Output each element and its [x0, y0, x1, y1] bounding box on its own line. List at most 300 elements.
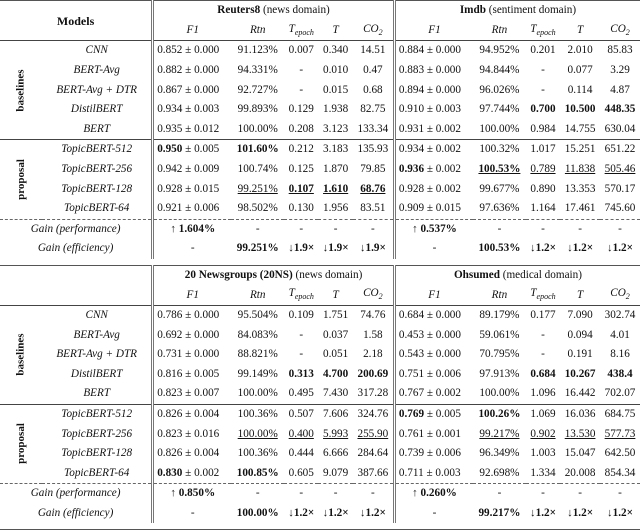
cell-value: ↑ 1.604% — [170, 222, 216, 235]
cell-t — [318, 41, 352, 61]
cell-value: 854.34 — [604, 466, 636, 479]
cell-value: 96.349% — [479, 447, 520, 460]
cell-rtn — [473, 80, 526, 100]
cell-rtn — [473, 100, 526, 120]
gain-cell — [153, 484, 232, 504]
model-name: CNN — [42, 305, 153, 325]
cell-value: - — [370, 487, 375, 500]
cell-value: 0.313 — [288, 367, 314, 380]
cell-tepoch — [526, 41, 560, 61]
cell-value: 1.334 — [530, 466, 556, 479]
cell-value: 1.870 — [323, 162, 349, 175]
gain-cell — [353, 239, 395, 259]
cell-value: 99.251% — [236, 242, 279, 255]
cell-co2 — [600, 444, 640, 464]
cell-value: 505.46 — [604, 162, 636, 175]
models-header: Models — [0, 1, 153, 41]
cell-value: 100.00% — [237, 122, 278, 135]
cell-value: 0.692 ± 0.000 — [157, 328, 220, 341]
cell-value: 99.677% — [479, 182, 520, 195]
cell-value: 5.993 — [323, 427, 349, 440]
group-label-text: proposal — [14, 423, 27, 465]
cell-value: 1.096 — [530, 387, 556, 400]
cell-value: 3.123 — [323, 122, 349, 135]
cell-value: 68.76 — [360, 182, 386, 195]
cell-value: 11.838 — [564, 162, 596, 175]
cell-value: 702.07 — [604, 387, 636, 400]
gain-row — [0, 504, 640, 524]
cell-value: 684.75 — [604, 408, 636, 421]
cell-value: 0.010 — [323, 63, 349, 76]
cell-value: 94.844% — [479, 63, 520, 76]
cell-value: - — [370, 222, 375, 235]
cell-rtn — [473, 120, 526, 140]
cell-value: 1.069 — [530, 408, 556, 421]
cell-value: 0.942 ± 0.009 — [157, 162, 220, 175]
dataset-header-row — [0, 1, 640, 21]
cell-value: ↓1.2× — [322, 507, 349, 520]
cell-value: - — [541, 328, 545, 341]
cell-tepoch — [526, 199, 560, 219]
dataset-name: Imdb — [459, 4, 486, 17]
cell-value: 0.910 ± 0.003 — [398, 103, 461, 116]
cell-rtn — [231, 120, 284, 140]
model-name: TopicBERT-64 — [42, 199, 153, 219]
cell-tepoch — [526, 326, 560, 346]
gain-label: Gain (efficiency) — [0, 239, 153, 259]
cell-co2 — [600, 61, 640, 81]
cell-tepoch — [526, 100, 560, 120]
cell-f1 — [394, 140, 473, 160]
group-label-text: baselines — [14, 333, 27, 376]
cell-value: 99.251% — [237, 182, 278, 195]
cell-value: 0.731 ± 0.000 — [157, 348, 220, 361]
cell-value: 3.183 — [323, 143, 349, 156]
gain-cell — [473, 484, 526, 504]
cell-value: 97.744% — [479, 103, 520, 116]
model-name: DistilBERT — [42, 100, 153, 120]
column-header-rtn: Rtn — [473, 285, 526, 305]
cell-t — [318, 365, 352, 385]
cell-f1 — [394, 199, 473, 219]
gain-label: Gain (efficiency) — [0, 504, 153, 524]
table-row — [0, 444, 640, 464]
cell-rtn — [473, 464, 526, 484]
cell-tepoch — [284, 120, 318, 140]
cell-value: 0.890 — [530, 182, 556, 195]
cell-value: - — [299, 487, 304, 500]
cell-co2 — [353, 140, 395, 160]
cell-rtn — [473, 199, 526, 219]
cell-tepoch — [284, 404, 318, 424]
cell-value: 100.00% — [479, 387, 520, 400]
cell-rtn — [473, 404, 526, 424]
cell-value: 0.68 — [363, 83, 383, 96]
cell-t — [560, 179, 600, 199]
cell-rtn — [231, 326, 284, 346]
table-row — [0, 80, 640, 100]
table-row — [0, 305, 640, 325]
cell-t — [560, 345, 600, 365]
cell-t — [560, 80, 600, 100]
cell-tepoch — [284, 326, 318, 346]
cell-value: 642.50 — [604, 447, 636, 460]
table-row — [0, 199, 640, 219]
group-label-proposal — [0, 140, 42, 219]
dataset-title-right — [394, 265, 640, 285]
cell-tepoch — [284, 424, 318, 444]
table-row — [0, 365, 640, 385]
cell-t — [318, 464, 352, 484]
cell-value: 2.18 — [363, 348, 383, 361]
gain-cell — [353, 484, 395, 504]
cell-value: 0.340 — [323, 44, 349, 57]
cell-rtn — [473, 326, 526, 346]
cell-rtn — [231, 61, 284, 81]
cell-value: 16.442 — [564, 387, 596, 400]
cell-value: 84.083% — [237, 328, 278, 341]
cell-tepoch — [284, 41, 318, 61]
cell-f1 — [394, 424, 473, 444]
cell-value: ↓1.9× — [288, 242, 315, 255]
cell-value: 0.543 ± 0.000 — [398, 348, 461, 361]
cell-t — [560, 305, 600, 325]
cell-f1 — [153, 305, 232, 325]
cell-value: ↓1.2× — [530, 507, 556, 520]
gain-cell — [318, 484, 352, 504]
gain-cell — [526, 219, 560, 239]
cell-value: - — [255, 487, 260, 500]
cell-value: 0.786 ± 0.000 — [157, 309, 220, 322]
cell-co2 — [353, 404, 395, 424]
cell-f1 — [153, 365, 232, 385]
cell-value: 0.739 ± 0.006 — [398, 447, 461, 460]
cell-tepoch — [284, 305, 318, 325]
cell-f1 — [153, 100, 232, 120]
cell-co2 — [600, 345, 640, 365]
gain-cell — [473, 239, 526, 259]
table-row — [0, 404, 640, 424]
column-header-tepoch: $T_{epoch}$ — [284, 285, 318, 305]
cell-t — [318, 444, 352, 464]
cell-t — [318, 326, 352, 346]
cell-value: 1.751 — [323, 309, 349, 322]
cell-tepoch — [526, 444, 560, 464]
cell-value: 10.267 — [564, 367, 596, 380]
cell-value: - — [255, 222, 260, 235]
f1-mean: 0.936 — [398, 162, 425, 175]
cell-value: 92.698% — [479, 466, 520, 479]
cell-t — [318, 120, 352, 140]
cell-f1 — [394, 464, 473, 484]
gain-cell — [473, 219, 526, 239]
cell-value: ↓1.2× — [530, 242, 556, 255]
cell-co2 — [600, 199, 640, 219]
cell-tepoch — [526, 140, 560, 160]
cell-tepoch — [284, 80, 318, 100]
cell-rtn — [231, 464, 284, 484]
cell-t — [318, 345, 352, 365]
cell-value: 0.883 ± 0.000 — [398, 63, 461, 76]
cell-value: 0.867 ± 0.000 — [157, 83, 220, 96]
dataset-title-right — [394, 1, 640, 21]
cell-f1 — [153, 326, 232, 346]
column-header-co2: $CO_2$ — [353, 285, 395, 305]
cell-t — [318, 179, 352, 199]
cell-tepoch — [526, 345, 560, 365]
dataset-domain: (sentiment domain) — [488, 4, 577, 17]
model-name: BERT — [42, 120, 153, 140]
cell-rtn — [231, 179, 284, 199]
cell-value: - — [432, 507, 437, 520]
cell-value: 0.684 ± 0.000 — [398, 309, 461, 322]
dataset-domain: (news domain) — [262, 4, 330, 17]
cell-value: - — [190, 242, 195, 255]
cell-rtn — [473, 179, 526, 199]
cell-t — [318, 80, 352, 100]
cell-tepoch — [526, 464, 560, 484]
cell-value: 100.00% — [236, 507, 279, 520]
cell-value: 7.090 — [567, 309, 593, 322]
cell-tepoch — [284, 179, 318, 199]
cell-rtn — [231, 384, 284, 404]
cell-value: 0.902 — [530, 427, 556, 440]
column-header-rtn: Rtn — [473, 21, 526, 41]
model-name: BERT — [42, 384, 153, 404]
gain-cell — [353, 504, 395, 524]
model-name: BERT-Avg + DTR — [42, 80, 153, 100]
cell-value: 0.201 — [530, 44, 556, 57]
column-header-t: T — [560, 285, 600, 305]
cell-co2 — [353, 444, 395, 464]
cell-co2 — [353, 100, 395, 120]
gain-cell — [560, 484, 600, 504]
cell-tepoch — [526, 424, 560, 444]
cell-value: ↓1.2× — [567, 242, 594, 255]
cell-value: 100.00% — [479, 122, 520, 135]
cell-co2 — [600, 326, 640, 346]
cell-t — [560, 365, 600, 385]
cell-value: 0.984 — [530, 122, 556, 135]
cell-value: 14.51 — [360, 44, 386, 57]
cell-value: 0.884 ± 0.000 — [398, 44, 461, 57]
cell-co2 — [600, 179, 640, 199]
cell-value: 0.507 — [288, 408, 314, 421]
cell-value: 1.58 — [363, 328, 383, 341]
cell-t — [560, 160, 600, 180]
cell-value: 0.177 — [530, 309, 556, 322]
cell-co2 — [600, 404, 640, 424]
cell-co2 — [600, 305, 640, 325]
cell-value: 1.164 — [530, 202, 556, 215]
model-name: TopicBERT-64 — [42, 464, 153, 484]
cell-value: 302.74 — [604, 309, 636, 322]
cell-value: 82.75 — [360, 103, 386, 116]
cell-value: 200.69 — [357, 367, 389, 380]
cell-value: 17.461 — [564, 202, 596, 215]
cell-value: 0.208 — [288, 122, 314, 135]
model-name: BERT-Avg — [42, 326, 153, 346]
cell-f1 — [153, 120, 232, 140]
cell-value: 0.453 ± 0.000 — [398, 328, 461, 341]
cell-tepoch — [526, 384, 560, 404]
cell-t — [318, 305, 352, 325]
cell-value: 100.26% — [478, 408, 521, 421]
cell-value: 100.36% — [237, 447, 278, 460]
cell-co2 — [600, 80, 640, 100]
cell-value: - — [497, 487, 502, 500]
cell-value: 100.32% — [479, 143, 520, 156]
model-name: TopicBERT-256 — [42, 424, 153, 444]
cell-co2 — [353, 326, 395, 346]
cell-value: 16.036 — [564, 408, 596, 421]
cell-value: 651.22 — [604, 143, 636, 156]
cell-co2 — [353, 199, 395, 219]
cell-value: 9.079 — [323, 466, 349, 479]
cell-f1 — [394, 80, 473, 100]
group-label-text: baselines — [14, 68, 27, 112]
gain-cell — [318, 219, 352, 239]
model-name: BERT-Avg — [42, 61, 153, 81]
cell-value: 15.047 — [564, 447, 596, 460]
cell-t — [560, 61, 600, 81]
cell-tepoch — [526, 179, 560, 199]
cell-f1 — [153, 160, 232, 180]
cell-f1: 0.950 ± 0.005 — [157, 143, 220, 156]
cell-value: 4.01 — [610, 328, 630, 341]
gain-cell — [600, 504, 640, 524]
cell-value: - — [299, 83, 304, 96]
column-header-co2: $CO_2$ — [600, 285, 640, 305]
cell-value: - — [541, 222, 545, 235]
model-name: BERT-Avg + DTR — [42, 345, 153, 365]
cell-rtn — [231, 345, 284, 365]
cell-value: - — [497, 222, 502, 235]
cell-value: ↓1.2× — [607, 242, 633, 255]
cell-value: 20.008 — [564, 466, 596, 479]
cell-value: 6.666 — [323, 447, 349, 460]
cell-value: 99.149% — [237, 367, 278, 380]
cell-t — [560, 404, 600, 424]
cell-value: 0.191 — [567, 348, 593, 361]
cell-value: - — [299, 328, 304, 341]
cell-value: 0.444 — [288, 447, 314, 460]
column-header-f1: F1 — [394, 21, 473, 41]
gain-cell — [284, 239, 318, 259]
gain-label: Gain (performance) — [0, 484, 153, 504]
cell-value: 577.73 — [604, 427, 636, 440]
cell-rtn — [231, 160, 284, 180]
cell-tepoch — [526, 160, 560, 180]
cell-f1 — [394, 100, 473, 120]
gain-cell — [394, 219, 473, 239]
cell-rtn — [473, 41, 526, 61]
cell-rtn — [231, 305, 284, 325]
gain-cell — [600, 484, 640, 504]
cell-value: - — [541, 83, 545, 96]
group-label-baselines — [0, 41, 42, 140]
cell-value: 0.882 ± 0.000 — [157, 63, 220, 76]
cell-value: 0.114 — [567, 83, 593, 96]
cell-f1 — [153, 384, 232, 404]
cell-value: 0.107 — [288, 182, 314, 195]
gain-cell — [153, 219, 232, 239]
cell-rtn — [231, 100, 284, 120]
cell-tepoch — [526, 305, 560, 325]
dataset-domain: (news domain) — [295, 268, 363, 281]
cell-f1 — [394, 384, 473, 404]
cell-value: 0.015 — [323, 83, 349, 96]
gain-cell — [231, 219, 284, 239]
cell-value: 284.64 — [357, 447, 389, 460]
cell-value: - — [541, 487, 545, 500]
cell-value: ↑ 0.850% — [170, 487, 216, 500]
cell-value: 4.700 — [323, 367, 349, 380]
cell-t — [318, 160, 352, 180]
cell-value: 88.821% — [237, 348, 278, 361]
gain-cell — [284, 484, 318, 504]
cell-f1 — [394, 179, 473, 199]
cell-value: 570.17 — [604, 182, 636, 195]
cell-value: 0.684 — [530, 367, 556, 380]
table-row — [0, 384, 640, 404]
cell-co2 — [353, 80, 395, 100]
cell-value: 133.34 — [357, 122, 389, 135]
cell-value: 0.761 ± 0.001 — [398, 427, 461, 440]
column-header-f1: F1 — [394, 285, 473, 305]
group-label-baselines — [0, 305, 42, 404]
cell-value: 745.60 — [604, 202, 636, 215]
table-row — [0, 120, 640, 140]
cell-value: 13.353 — [564, 182, 596, 195]
cell-value: 630.04 — [604, 122, 636, 135]
cell-value: 0.823 ± 0.016 — [157, 427, 220, 440]
cell-value: 1.610 — [323, 182, 349, 195]
cell-t — [560, 424, 600, 444]
cell-rtn — [231, 365, 284, 385]
cell-value: 79.85 — [360, 162, 386, 175]
cell-value: ↓1.2× — [288, 507, 315, 520]
cell-value: - — [299, 348, 304, 361]
cell-value: 0.077 — [567, 63, 593, 76]
cell-f1 — [153, 80, 232, 100]
cell-value: 3.29 — [610, 63, 630, 76]
cell-value: - — [618, 487, 622, 500]
cell-value: - — [618, 222, 622, 235]
gain-cell — [231, 239, 284, 259]
cell-value: 83.51 — [360, 202, 386, 215]
cell-tepoch — [284, 61, 318, 81]
gain-cell — [318, 239, 352, 259]
cell-value: 1.956 — [323, 202, 349, 215]
cell-co2 — [600, 160, 640, 180]
models-header — [0, 265, 153, 305]
cell-t — [318, 384, 352, 404]
cell-t — [560, 100, 600, 120]
cell-value: 85.83 — [607, 44, 633, 57]
table-row — [0, 424, 640, 444]
cell-value: 0.826 ± 0.004 — [157, 447, 220, 460]
cell-co2 — [353, 345, 395, 365]
model-name: TopicBERT-256 — [42, 160, 153, 180]
cell-value: - — [432, 242, 437, 255]
table-row — [0, 140, 640, 160]
cell-tepoch — [526, 61, 560, 81]
cell-co2 — [600, 365, 640, 385]
cell-value: 135.93 — [357, 143, 389, 156]
cell-rtn — [473, 345, 526, 365]
cell-value: 0.894 ± 0.000 — [398, 83, 461, 96]
